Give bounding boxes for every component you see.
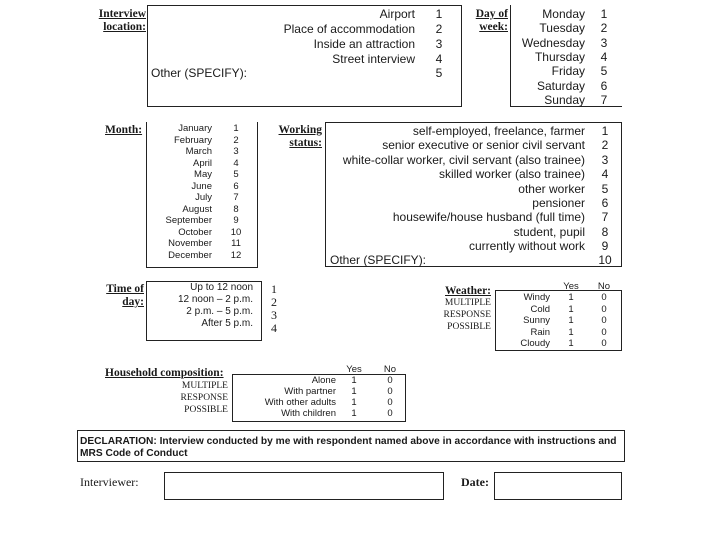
household-option-label: With children [281, 408, 336, 419]
declaration-right-border [624, 430, 625, 462]
weather-label: Weather: [445, 285, 491, 297]
day-option-label: Monday [542, 7, 585, 21]
weather-yes-code[interactable]: 1 [568, 315, 574, 326]
weather-yes-code[interactable]: 1 [568, 338, 574, 349]
weather-no-code[interactable]: 0 [601, 338, 607, 349]
location-other-code[interactable]: 5 [435, 66, 443, 80]
working-label: Working status: [278, 124, 322, 149]
weather-option-label: Windy [523, 292, 550, 303]
month-option-label: October [178, 226, 212, 238]
month-option-code[interactable]: 11 [231, 238, 241, 249]
household-yes-code[interactable]: 1 [351, 375, 357, 386]
month-option-code[interactable]: 2 [233, 134, 239, 146]
working-option-code[interactable]: 8 [601, 224, 609, 239]
month-option-label: May [194, 169, 212, 180]
location-option-label: Inside an attraction [313, 37, 415, 51]
working-option-code[interactable]: 2 [601, 138, 609, 153]
household-multi-note: MULTIPLE RESPONSE POSSIBLE [180, 381, 228, 415]
working-option-code[interactable]: 6 [601, 196, 609, 210]
time-option-label: 12 noon – 2 p.m. [177, 294, 253, 305]
working-option-code[interactable]: 1 [601, 124, 609, 138]
location-option-code[interactable]: 2 [435, 22, 443, 36]
household-no-code[interactable]: 0 [387, 408, 393, 419]
month-box-right-border [257, 122, 258, 268]
household-no-header: No [383, 364, 397, 375]
weather-yes-code[interactable]: 1 [568, 303, 574, 315]
household-option-label: Alone [311, 375, 336, 386]
month-option-code[interactable]: 9 [233, 215, 239, 226]
time-option-label: After 5 p.m. [201, 318, 253, 329]
weather-multi-note: MULTIPLE RESPONSE POSSIBLE [443, 298, 491, 332]
working-option-label: pensioner [532, 196, 585, 210]
month-option-label: August [182, 203, 212, 215]
day-option-label: Friday [551, 64, 585, 79]
day-option-label: Saturday [536, 78, 585, 93]
declaration-bottom-border [77, 461, 625, 462]
month-option-code[interactable]: 12 [230, 249, 242, 261]
location-option-code[interactable]: 3 [435, 37, 443, 51]
time-label: Time of day: [106, 283, 144, 308]
day-option-code[interactable]: 1 [600, 7, 608, 21]
day-option-code[interactable]: 7 [600, 92, 608, 107]
working-option-code[interactable]: 4 [601, 167, 609, 182]
day-option-label: Tuesday [539, 21, 585, 36]
working-option-label: student, pupil [513, 224, 585, 239]
month-option-label: March [185, 146, 212, 157]
working-option-code[interactable]: 7 [601, 210, 609, 225]
working-option-label: housewife/house husband (full time) [392, 210, 585, 225]
day-option-code[interactable]: 5 [600, 64, 608, 79]
month-option-label: December [168, 249, 212, 261]
month-option-label: February [173, 134, 212, 146]
location-other-label: Other (SPECIFY): [151, 66, 248, 80]
working-other-label: Other (SPECIFY): [330, 253, 427, 267]
month-box-left-border [146, 122, 147, 268]
month-box-bottom-border [146, 267, 258, 268]
month-option-label: January [178, 123, 212, 134]
day-box-left-border [510, 5, 511, 107]
month-option-code[interactable]: 3 [233, 146, 239, 157]
day-option-label: Sunday [544, 92, 585, 107]
location-option-code[interactable]: 1 [435, 7, 443, 21]
weather-option-label: Cold [530, 303, 550, 315]
month-option-label: June [191, 180, 212, 192]
weather-option-label: Cloudy [520, 338, 550, 349]
working-option-label: skilled worker (also trainee) [438, 167, 585, 182]
working-option-label: currently without work [468, 239, 585, 254]
household-yes-code[interactable]: 1 [351, 408, 357, 419]
month-option-code[interactable]: 5 [233, 169, 239, 180]
household-yes-code[interactable]: 1 [351, 397, 357, 408]
declaration-top-border [77, 430, 625, 431]
month-option-code[interactable]: 7 [233, 192, 239, 203]
household-yes-code[interactable]: 1 [351, 386, 357, 397]
weather-yes-header: Yes [563, 281, 579, 292]
time-option-code[interactable]: 4 [271, 321, 277, 335]
day-option-code[interactable]: 6 [600, 78, 608, 93]
working-option-label: white-collar worker, civil servant (also trainee) [342, 152, 585, 167]
date-field[interactable] [494, 472, 622, 500]
time-option-code[interactable]: 2 [271, 295, 277, 309]
weather-no-code[interactable]: 0 [601, 292, 607, 303]
location-option-label: Street interview [332, 52, 415, 66]
household-yes-header: Yes [346, 364, 362, 375]
day-option-label: Wednesday [521, 35, 585, 50]
weather-no-header: No [597, 281, 611, 292]
month-option-code[interactable]: 8 [233, 203, 239, 215]
household-label: Household composition: [105, 367, 224, 379]
day-option-code[interactable]: 2 [600, 21, 608, 36]
month-option-label: April [192, 157, 212, 169]
month-label: Month: [105, 124, 143, 136]
time-option-code[interactable]: 3 [271, 308, 277, 322]
interviewer-label: Interviewer: [80, 475, 139, 489]
month-option-label: September [165, 215, 212, 226]
working-option-code[interactable]: 3 [601, 152, 609, 167]
day-option-label: Thursday [534, 49, 585, 64]
working-option-code[interactable]: 5 [601, 181, 609, 196]
date-label: Date: [461, 475, 489, 489]
household-no-code[interactable]: 0 [387, 375, 393, 386]
weather-no-code[interactable]: 0 [601, 315, 607, 326]
day-option-code[interactable]: 3 [600, 35, 608, 50]
working-option-code[interactable]: 9 [601, 239, 609, 254]
interviewer-field[interactable] [164, 472, 444, 500]
location-option-code[interactable]: 4 [435, 52, 443, 66]
weather-no-code[interactable]: 0 [601, 326, 607, 338]
working-option-label: senior executive or senior civil servant [382, 138, 585, 153]
working-other-code[interactable]: 10 [598, 253, 612, 267]
day-label: Day of week: [475, 8, 508, 33]
working-option-label: other worker [518, 181, 585, 196]
day-option-code[interactable]: 4 [600, 49, 608, 64]
household-no-code[interactable]: 0 [387, 386, 393, 397]
time-option-label: 2 p.m. – 5 p.m. [186, 306, 253, 317]
time-option-label: Up to 12 noon [190, 282, 253, 293]
weather-option-label: Sunny [523, 315, 550, 326]
weather-option-label: Rain [530, 326, 550, 338]
month-option-code[interactable]: 1 [233, 123, 239, 134]
month-option-code[interactable]: 4 [233, 157, 239, 169]
time-option-code[interactable]: 1 [271, 282, 277, 296]
working-option-label: self-employed, freelance, farmer [412, 124, 585, 138]
weather-yes-code[interactable]: 1 [568, 292, 574, 303]
weather-no-code[interactable]: 0 [601, 303, 607, 315]
household-option-label: With partner [284, 386, 336, 397]
household-no-code[interactable]: 0 [387, 397, 393, 408]
month-option-label: July [195, 192, 212, 203]
month-option-code[interactable]: 6 [233, 180, 239, 192]
location-label: Interview location: [98, 8, 146, 33]
location-option-label: Airport [379, 7, 415, 21]
household-option-label: With other adults [264, 397, 336, 408]
month-option-code[interactable]: 10 [230, 226, 242, 238]
location-option-label: Place of accommodation [283, 22, 415, 36]
declaration-left-border [77, 430, 78, 462]
declaration-text: DECLARATION: Interview conducted by me with respondent named above in accordance with instructions and MRS Code of Conduct [80, 436, 617, 459]
weather-yes-code[interactable]: 1 [568, 326, 574, 338]
month-option-label: November [168, 238, 212, 249]
